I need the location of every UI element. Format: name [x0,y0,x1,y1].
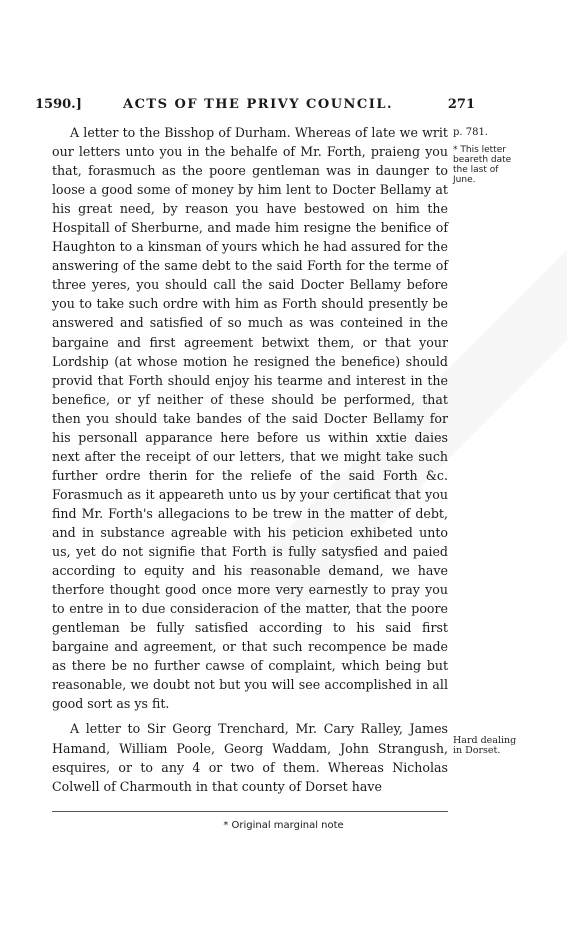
paragraph-letter-trenchard: A letter to Sir Georg Trenchard, Mr. Cary Ralley, James Hamand, William Poole, Georg Waddam, John Strangush, esquires, or to any 4 or two of them. Whereas Nicholas Colwell of Charmouth in that county of Dorset have [52,721,448,794]
margin-note-hard-dealing: Hard dealing in Dorset. [453,735,517,756]
running-head-title: ACTS OF THE PRIVY COUNCIL. [123,97,394,112]
page-number: 271 [447,97,475,112]
footnote-rule [52,811,448,813]
footnote: * Original marginal note [223,820,344,831]
paragraph-letter-durham: A letter to the Bisshop of Durham. Whereas of late we writ our letters unto you in the behalfe of Mr. Forth, praieng you that, forasmuch as the poore gentleman was in daunger to loose a good some of money by him lent to Docter Bellamy at his great need, by reason you have bestowed on him the Hospitall of Sherburne, and made him resigne the benifice of Haughton to a kinsman of yours which he had assured for the answering of the same debt to the said Forth for the terme of three yeres, you should call the said Docter Bellamy before you to take such ordre with him as Forth should presently be answered and satisfied of so much as was conteined in the bargaine and first agreement betwixt them, or that your Lordship (at whose motion he resigned the benefice) should provid that Forth should enjoy his tearme and interest in the benefice, or yf neither of these should be performed, that then you should take bandes of the said Docter Bellamy for his personall apparance here before us within xxtie daies next after the receipt of our letters, that we might take such further ordre therin for the reliefe of the said Forth &c. Forasmuch as it appeareth unto us by your certificat that you find Mr. Forth's allegacions to be trew in the matter of debt, and in substance agreable with his peticion exhibeted unto us, yet do not signifie that Forth is fully satysfied and paied according to equity and his reasonable demand, we have therfore thought good once more very earnestly to pray you to entre in to due consideracion of the matter, that the poore gentleman be fully satisfied according to his said first bargaine and agreement, or that such recompence be made as there be no further cawse of complaint, which being but reasonable, we doubt not but you will see accomplished in all good sort as ys fit. [52,125,448,712]
margin-note-letter-date: * This letter beareth date the last of June. [453,145,512,185]
margin-page-reference: p. 781. [453,127,489,138]
running-head [35,97,475,117]
body-text [52,123,448,796]
running-head-year: 1590.] [35,97,82,112]
